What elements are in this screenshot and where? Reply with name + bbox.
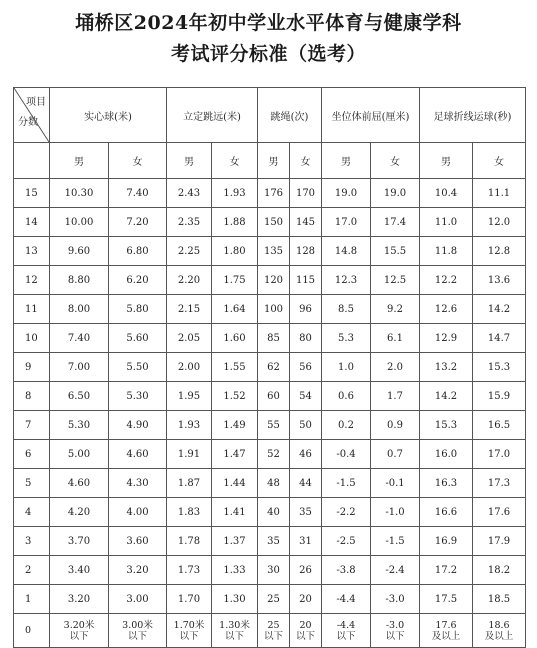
value-cell: 6.20: [109, 266, 167, 295]
gender-header-female: 女: [473, 143, 526, 179]
value-cell: 62: [258, 353, 290, 382]
scoring-table: [13, 87, 526, 648]
value-cell: -3.0: [371, 585, 420, 614]
threshold-line: 3.00米: [122, 619, 153, 631]
score-cell: 5: [14, 469, 50, 498]
threshold-line: 及以上: [431, 630, 461, 642]
value-cell: 52: [258, 440, 290, 469]
score-cell: 0: [14, 614, 50, 648]
threshold-line: 以下: [224, 630, 244, 642]
value-cell: 176: [258, 179, 290, 208]
value-cell: 2.20: [167, 266, 212, 295]
value-cell: 10.30: [50, 179, 109, 208]
value-cell: 20: [290, 585, 322, 614]
threshold-line: 以下: [179, 630, 199, 642]
value-cell: 1.41: [212, 498, 258, 527]
threshold-line: 20: [299, 619, 312, 631]
value-cell: 3.00: [109, 585, 167, 614]
value-cell: 55: [258, 411, 290, 440]
gender-header-female: 女: [290, 143, 322, 179]
value-cell: 7.40: [50, 324, 109, 353]
value-cell: 19.0: [371, 179, 420, 208]
value-cell: 11.0: [420, 208, 473, 237]
threshold-line: 1.30米: [219, 619, 250, 631]
value-cell: 1.7: [371, 382, 420, 411]
score-cell: 10: [14, 324, 50, 353]
value-cell: 60: [258, 382, 290, 411]
value-cell: 12.2: [420, 266, 473, 295]
score-cell: 14: [14, 208, 50, 237]
table-row: [14, 237, 526, 266]
score-cell: 11: [14, 295, 50, 324]
threshold-cell: [371, 614, 420, 648]
value-cell: 14.2: [473, 295, 526, 324]
value-cell: 1.75: [212, 266, 258, 295]
value-cell: 128: [290, 237, 322, 266]
value-cell: 0.6: [322, 382, 371, 411]
value-cell: 2.43: [167, 179, 212, 208]
threshold-line: 及以上: [484, 630, 514, 642]
value-cell: 1.88: [212, 208, 258, 237]
event-header-sit-reach: 坐位体前屈(厘米): [322, 88, 420, 143]
corner-label-item: 项目: [26, 97, 46, 108]
header-row-events: [14, 88, 526, 143]
value-cell: 2.05: [167, 324, 212, 353]
score-cell: 4: [14, 498, 50, 527]
value-cell: 3.70: [50, 527, 109, 556]
value-cell: 46: [290, 440, 322, 469]
value-cell: 12.3: [322, 266, 371, 295]
value-cell: 18.2: [473, 556, 526, 585]
value-cell: 35: [290, 498, 322, 527]
threshold-cell: [420, 614, 473, 648]
value-cell: 4.90: [109, 411, 167, 440]
value-cell: 35: [258, 527, 290, 556]
threshold-line: 以下: [69, 630, 89, 642]
value-cell: 80: [290, 324, 322, 353]
threshold-line: 18.6: [488, 619, 510, 631]
value-cell: -2.5: [322, 527, 371, 556]
value-cell: 16.6: [420, 498, 473, 527]
threshold-line: 以下: [127, 630, 147, 642]
value-cell: 1.73: [167, 556, 212, 585]
value-cell: 3.60: [109, 527, 167, 556]
value-cell: 0.2: [322, 411, 371, 440]
gender-header-female: 女: [371, 143, 420, 179]
value-cell: 1.95: [167, 382, 212, 411]
value-cell: 16.0: [420, 440, 473, 469]
value-cell: -0.1: [371, 469, 420, 498]
value-cell: 5.00: [50, 440, 109, 469]
threshold-line: 以下: [295, 630, 315, 642]
table-row: [14, 556, 526, 585]
gender-header-male: 男: [322, 143, 371, 179]
value-cell: 100: [258, 295, 290, 324]
score-cell: 9: [14, 353, 50, 382]
value-cell: -4.4: [322, 585, 371, 614]
value-cell: 2.0: [371, 353, 420, 382]
table-row: [14, 324, 526, 353]
threshold-line: 以下: [385, 630, 405, 642]
value-cell: 8.80: [50, 266, 109, 295]
value-cell: 1.55: [212, 353, 258, 382]
threshold-line: -3.0: [385, 619, 405, 631]
value-cell: 17.0: [473, 440, 526, 469]
value-cell: 1.33: [212, 556, 258, 585]
value-cell: 2.15: [167, 295, 212, 324]
value-cell: 1.64: [212, 295, 258, 324]
table-row: [14, 179, 526, 208]
value-cell: 10.00: [50, 208, 109, 237]
value-cell: 5.3: [322, 324, 371, 353]
score-cell: 3: [14, 527, 50, 556]
value-cell: 40: [258, 498, 290, 527]
value-cell: 16.3: [420, 469, 473, 498]
event-header-football-dribble: 足球折线运球(秒): [420, 88, 526, 143]
corner-label-score: 分数: [18, 117, 38, 128]
threshold-line: -4.4: [336, 619, 356, 631]
event-header-shot-put: 实心球(米): [50, 88, 167, 143]
value-cell: 4.30: [109, 469, 167, 498]
gender-header-male: 男: [258, 143, 290, 179]
value-cell: 3.20: [109, 556, 167, 585]
value-cell: 5.80: [109, 295, 167, 324]
score-cell: 1: [14, 585, 50, 614]
threshold-cell: [322, 614, 371, 648]
value-cell: 11.8: [420, 237, 473, 266]
value-cell: 14.8: [322, 237, 371, 266]
value-cell: 1.70: [167, 585, 212, 614]
value-cell: 50: [290, 411, 322, 440]
value-cell: -2.2: [322, 498, 371, 527]
value-cell: 15.9: [473, 382, 526, 411]
value-cell: 3.40: [50, 556, 109, 585]
value-cell: 16.9: [420, 527, 473, 556]
value-cell: 4.20: [50, 498, 109, 527]
value-cell: 7.00: [50, 353, 109, 382]
corner-header-cell: [14, 88, 50, 143]
table-body: [14, 179, 526, 648]
event-header-rope-skip: 跳绳(次): [258, 88, 322, 143]
value-cell: 1.30: [212, 585, 258, 614]
value-cell: 5.30: [50, 411, 109, 440]
value-cell: 5.30: [109, 382, 167, 411]
score-cell: 2: [14, 556, 50, 585]
value-cell: 120: [258, 266, 290, 295]
value-cell: 1.78: [167, 527, 212, 556]
threshold-line: 25: [267, 619, 280, 631]
value-cell: 1.60: [212, 324, 258, 353]
table-row: [14, 469, 526, 498]
value-cell: 1.44: [212, 469, 258, 498]
threshold-cell: [473, 614, 526, 648]
value-cell: 1.52: [212, 382, 258, 411]
value-cell: 1.37: [212, 527, 258, 556]
score-cell: 12: [14, 266, 50, 295]
value-cell: 5.60: [109, 324, 167, 353]
value-cell: 31: [290, 527, 322, 556]
table-row: [14, 266, 526, 295]
gender-header-female: 女: [212, 143, 258, 179]
value-cell: 17.5: [420, 585, 473, 614]
value-cell: 4.60: [109, 440, 167, 469]
threshold-line: 以下: [263, 630, 283, 642]
threshold-line: 17.6: [435, 619, 457, 631]
value-cell: 7.20: [109, 208, 167, 237]
value-cell: 14.2: [420, 382, 473, 411]
value-cell: 6.1: [371, 324, 420, 353]
value-cell: -2.4: [371, 556, 420, 585]
score-cell: 6: [14, 440, 50, 469]
value-cell: 17.6: [473, 498, 526, 527]
value-cell: 1.47: [212, 440, 258, 469]
threshold-line: 以下: [336, 630, 356, 642]
value-cell: 4.60: [50, 469, 109, 498]
value-cell: 85: [258, 324, 290, 353]
value-cell: 18.5: [473, 585, 526, 614]
value-cell: 17.4: [371, 208, 420, 237]
value-cell: 17.9: [473, 527, 526, 556]
value-cell: 48: [258, 469, 290, 498]
threshold-line: 1.70米: [173, 619, 205, 631]
value-cell: 1.93: [212, 179, 258, 208]
table-row: [14, 527, 526, 556]
value-cell: 8.5: [322, 295, 371, 324]
value-cell: -1.0: [371, 498, 420, 527]
value-cell: 12.5: [371, 266, 420, 295]
value-cell: 15.5: [371, 237, 420, 266]
value-cell: 1.87: [167, 469, 212, 498]
value-cell: 12.8: [473, 237, 526, 266]
threshold-cell: [167, 614, 212, 648]
value-cell: 1.0: [322, 353, 371, 382]
value-cell: 56: [290, 353, 322, 382]
value-cell: -1.5: [322, 469, 371, 498]
value-cell: 14.7: [473, 324, 526, 353]
value-cell: 13.6: [473, 266, 526, 295]
value-cell: -0.4: [322, 440, 371, 469]
value-cell: 12.9: [420, 324, 473, 353]
gender-header-female: 女: [109, 143, 167, 179]
threshold-cell: [212, 614, 258, 648]
value-cell: 150: [258, 208, 290, 237]
threshold-cell: [109, 614, 167, 648]
value-cell: 1.93: [167, 411, 212, 440]
gender-header-male: 男: [420, 143, 473, 179]
table-row: [14, 353, 526, 382]
table-row: [14, 295, 526, 324]
value-cell: 19.0: [322, 179, 371, 208]
threshold-cell: [50, 614, 109, 648]
value-cell: 5.50: [109, 353, 167, 382]
value-cell: 115: [290, 266, 322, 295]
score-cell: 13: [14, 237, 50, 266]
table-row: [14, 498, 526, 527]
score-cell: 8: [14, 382, 50, 411]
value-cell: 15.3: [420, 411, 473, 440]
value-cell: 17.3: [473, 469, 526, 498]
value-cell: 12.0: [473, 208, 526, 237]
value-cell: 9.2: [371, 295, 420, 324]
value-cell: 2.25: [167, 237, 212, 266]
document-subtitle: 考试评分标准（选考）: [170, 43, 366, 65]
value-cell: 7.40: [109, 179, 167, 208]
value-cell: 17.0: [322, 208, 371, 237]
table-row: [14, 382, 526, 411]
gender-blank-cell: [14, 143, 50, 179]
value-cell: 1.80: [212, 237, 258, 266]
threshold-line: 3.20米: [63, 619, 95, 631]
value-cell: 30: [258, 556, 290, 585]
value-cell: 13.2: [420, 353, 473, 382]
value-cell: 16.5: [473, 411, 526, 440]
value-cell: 3.20: [50, 585, 109, 614]
table-row: [14, 411, 526, 440]
value-cell: 9.60: [50, 237, 109, 266]
document-title: 埇桥区2024年初中学业水平体育与健康学科: [75, 12, 462, 34]
value-cell: 15.3: [473, 353, 526, 382]
value-cell: 10.4: [420, 179, 473, 208]
table-row: [14, 585, 526, 614]
value-cell: 8.00: [50, 295, 109, 324]
table-row: [14, 208, 526, 237]
table-row: [14, 440, 526, 469]
value-cell: 96: [290, 295, 322, 324]
gender-header-male: 男: [167, 143, 212, 179]
value-cell: 12.6: [420, 295, 473, 324]
value-cell: 0.7: [371, 440, 420, 469]
gender-header-male: 男: [50, 143, 109, 179]
value-cell: 54: [290, 382, 322, 411]
value-cell: 135: [258, 237, 290, 266]
value-cell: 1.49: [212, 411, 258, 440]
value-cell: -1.5: [371, 527, 420, 556]
value-cell: 17.2: [420, 556, 473, 585]
value-cell: 170: [290, 179, 322, 208]
value-cell: 0.9: [371, 411, 420, 440]
value-cell: 6.50: [50, 382, 109, 411]
value-cell: -3.8: [322, 556, 371, 585]
header-row-gender: [14, 143, 526, 179]
value-cell: 4.00: [109, 498, 167, 527]
table-row-zero: [14, 614, 526, 648]
value-cell: 2.35: [167, 208, 212, 237]
threshold-cell: [258, 614, 290, 648]
value-cell: 6.80: [109, 237, 167, 266]
score-cell: 7: [14, 411, 50, 440]
value-cell: 2.00: [167, 353, 212, 382]
value-cell: 1.83: [167, 498, 212, 527]
score-cell: 15: [14, 179, 50, 208]
value-cell: 26: [290, 556, 322, 585]
value-cell: 1.91: [167, 440, 212, 469]
threshold-cell: [290, 614, 322, 648]
event-header-long-jump: 立定跳远(米): [167, 88, 258, 143]
value-cell: 11.1: [473, 179, 526, 208]
value-cell: 25: [258, 585, 290, 614]
value-cell: 44: [290, 469, 322, 498]
value-cell: 145: [290, 208, 322, 237]
